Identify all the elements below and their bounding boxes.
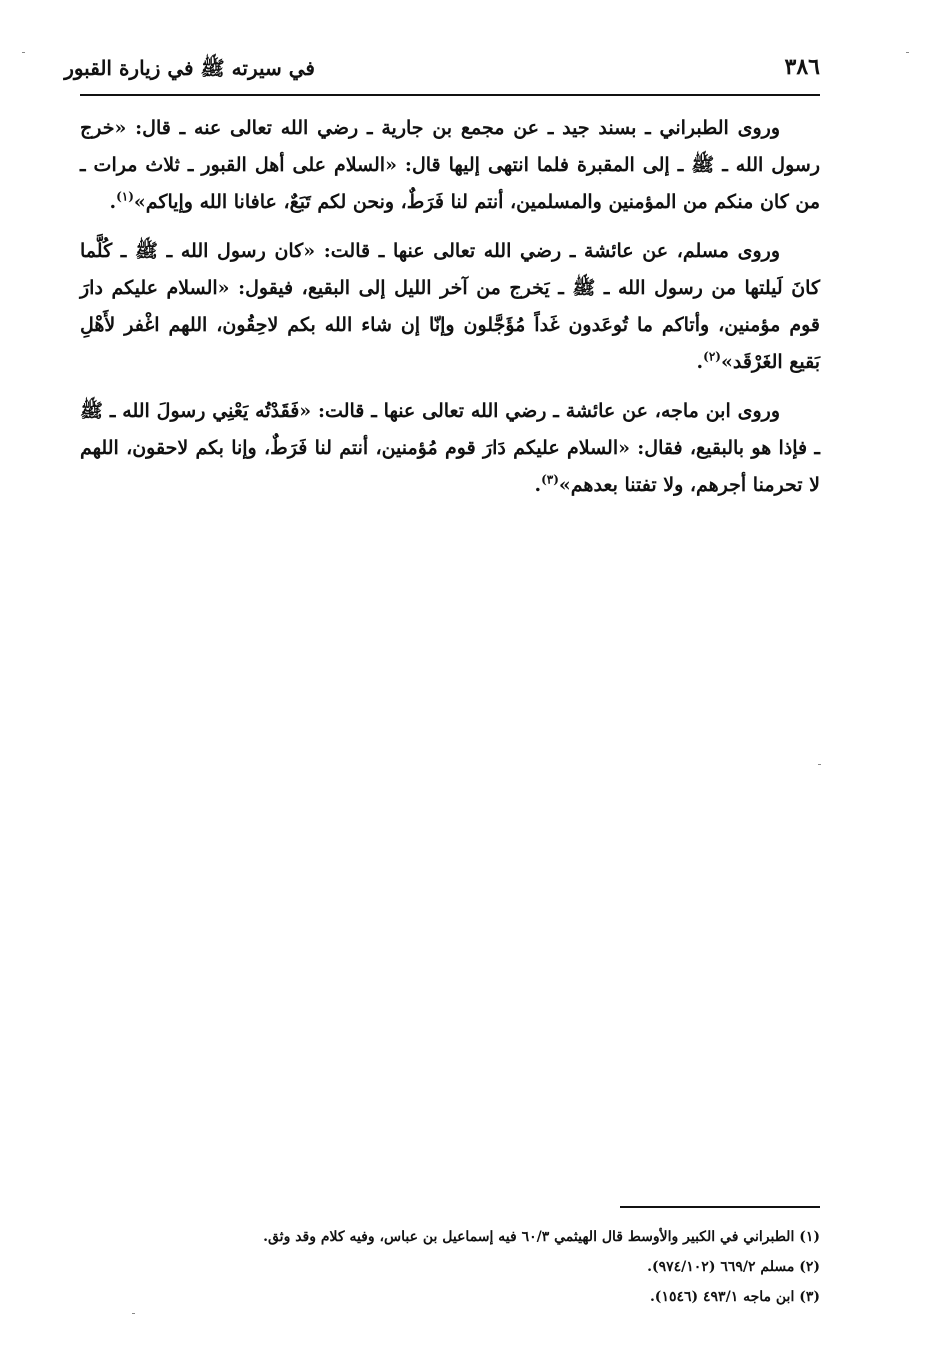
- footnote-separator: [620, 1206, 820, 1208]
- paragraph-tabarani: وروى الطبراني ـ بسند جيد ـ عن مجمع بن جارية ـ رضي الله تعالى عنه ـ قال: «خرج رسول الله ـ ﷺ ـ إلى المقبرة فلما انتهى إليها قال: «السلام على أهل القبور ـ ثلاث مرات ـ من كان منكم من المؤمنين والمسلمين، أنتم لنا فَرَطٌ، ونحن لكم تَبَعٌ، عافانا الله وإياكم»$^{(١)}$.: [80, 117, 820, 213]
- footnote-1: (١) الطبراني في الكبير والأوسط قال الهيثمي ٦٠/٣ فيه إسماعيل بن عباس، وفيه كلام وقد وثق.: [263, 1229, 820, 1245]
- footnote-ref: (٣): [541, 472, 559, 487]
- footnote-3: (٣) ابن ماجه ٤٩٣/١ (١٥٤٦).: [649, 1289, 820, 1305]
- scan-speck: [906, 52, 909, 53]
- scan-speck: [22, 52, 25, 53]
- scan-speck: [132, 1313, 135, 1314]
- scan-speck: [818, 764, 821, 765]
- header-rule: [80, 94, 820, 96]
- footnote-2: (٢) مسلم ٦٦٩/٢ (٩٧٤/١٠٢).: [647, 1259, 820, 1275]
- paragraph-text: وروى ابن ماجه، عن عائشة ـ رضي الله تعالى عنها ـ قالت: «فَقَدْتُه يَعْنِي رسولَ الله ـ ﷺ ـ فإذا هو بالبقيع، فقال: «السلام عليكم دَارَ قوم مُؤمنين، أنتم لنا فَرَطٌ، وإنا بكم لاحقون، اللهم لا تحرمنا أجرهم، ولا تفتنا بعدهم»: [80, 400, 820, 496]
- paragraph-text: وروى الطبراني ـ بسند جيد ـ عن مجمع بن جارية ـ رضي الله تعالى عنه ـ قال: «خرج رسول الله ـ ﷺ ـ إلى المقبرة فلما انتهى إليها قال: «السلام على أهل القبور ـ ثلاث مرات ـ من كان منكم من المؤمنين والمسلمين، أنتم لنا فَرَطٌ، ونحن لكم تَبَعٌ، عافانا الله وإياكم»: [80, 117, 820, 213]
- footnote-ref: (١): [116, 189, 134, 204]
- page-number: ٣٨٦: [784, 54, 820, 80]
- chapter-title: في سيرته ﷺ في زيارة القبور: [64, 56, 315, 80]
- paragraph-muslim: وروى مسلم، عن عائشة ـ رضي الله تعالى عنها ـ قالت: «كان رسول الله ـ ﷺ ـ كُلَّما كانَ لَيلتها من رسول الله ـ ﷺ ـ يَخرج من آخر الليل إلى البقيع، فيقول: «السلام عليكم دارَ قوم مؤمنين، وأتاكم ما تُوعَدون غَداً مُؤَجَّلون وإنّا إن شاء الله بكم لاحِقُون، اللهم اغْفر لأَهْلِ بَقيع الغَرْقَد»$^{(٢)}$.: [80, 240, 820, 373]
- footnotes: [80, 1222, 820, 1312]
- paragraph-ibn-majah: وروى ابن ماجه، عن عائشة ـ رضي الله تعالى عنها ـ قالت: «فَقَدْتُه يَعْنِي رسولَ الله ـ ﷺ ـ فإذا هو بالبقيع، فقال: «السلام عليكم دَارَ قوم مُؤمنين، أنتم لنا فَرَطٌ، وإنا بكم لاحقون، اللهم لا تحرمنا أجرهم، ولا تفتنا بعدهم»$^{(٣)}$.: [80, 400, 820, 496]
- paragraph-text: وروى مسلم، عن عائشة ـ رضي الله تعالى عنها ـ قالت: «كان رسول الله ـ ﷺ ـ كُلَّما كانَ لَيلتها من رسول الله ـ ﷺ ـ يَخرج من آخر الليل إلى البقيع، فيقول: «السلام عليكم دارَ قوم مؤمنين، وأتاكم ما تُوعَدون غَداً مُؤَجَّلون وإنّا إن شاء الله بكم لاحِقُون، اللهم اغْفر لأَهْلِ بَقيع الغَرْقَد»: [80, 240, 820, 373]
- running-header: [64, 52, 820, 90]
- footnote-ref: (٢): [703, 349, 721, 364]
- main-text: [80, 110, 820, 516]
